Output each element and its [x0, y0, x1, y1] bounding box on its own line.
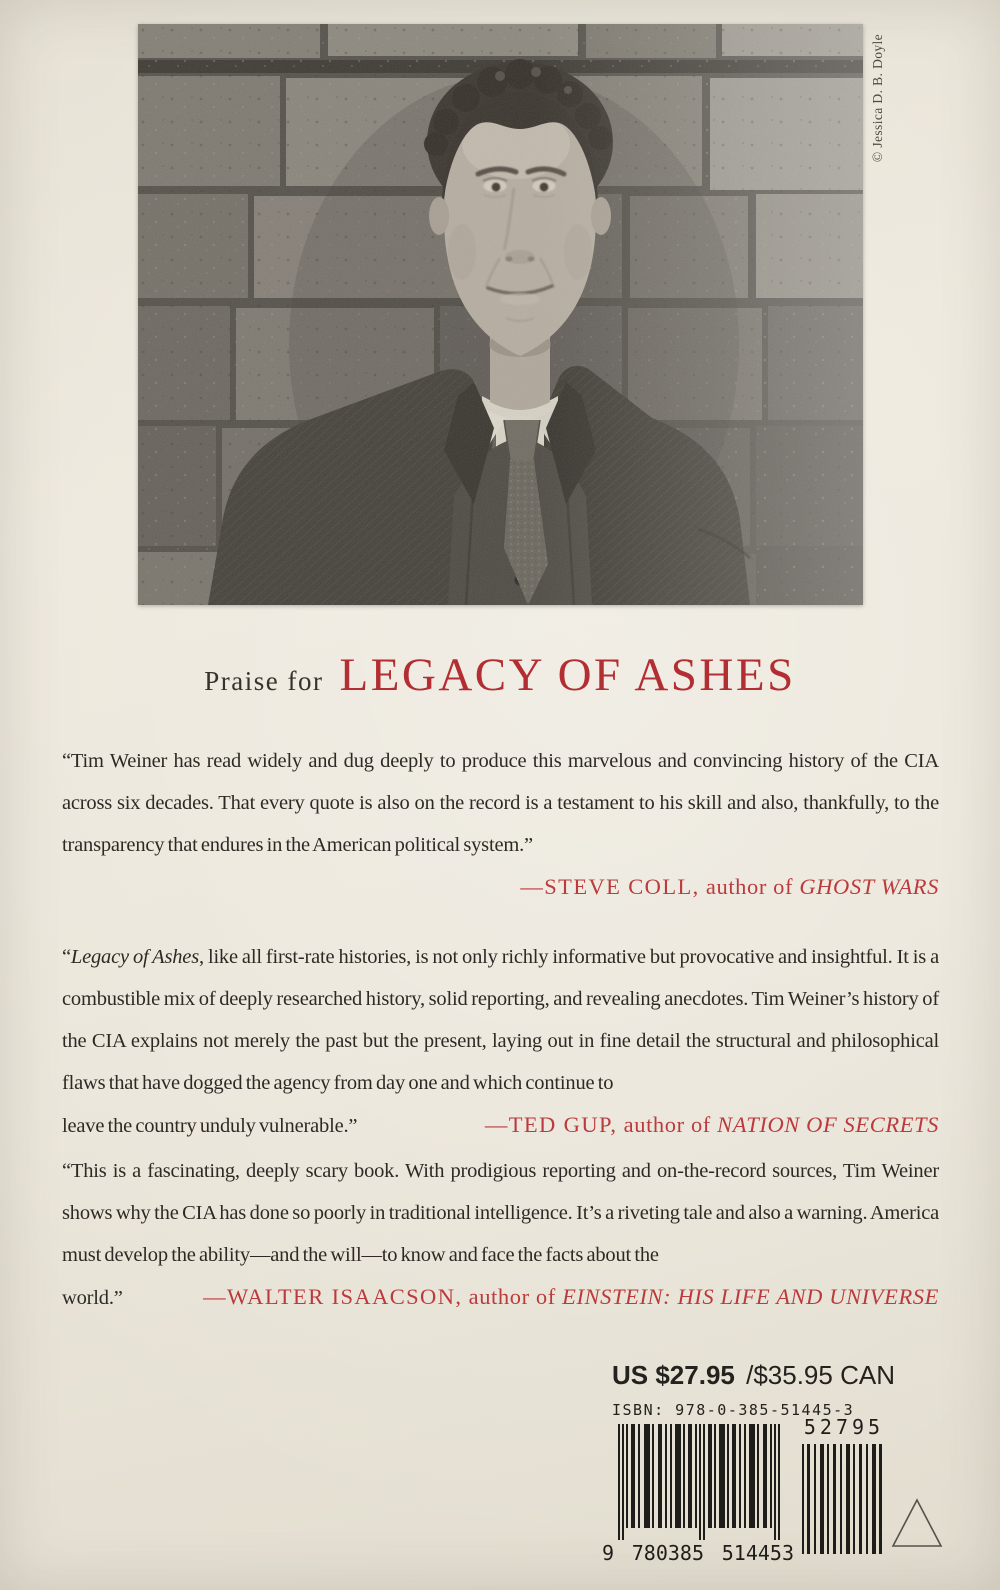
author-portrait-illustration	[138, 24, 863, 605]
barcode-digits	[602, 1541, 794, 1565]
barcode-addon	[802, 1444, 886, 1554]
quote-walter-isaacson	[62, 1150, 939, 1319]
barcode-addon-number: 52795	[803, 1415, 885, 1439]
quote-text: “Tim Weiner has read widely and dug deeply to produce this marvelous and convincing history of the CIA across six decades. That every quote is also on the record is a testament to his skill and also, thankfully, to the transparency that endures in the American political system.”	[62, 750, 939, 856]
price-us: US $27.95	[612, 1360, 735, 1390]
quote-text: “This is a fascinating, deeply scary book. With prodigious reporting and on-the-record sources, Tim Weiner shows why the CIA has done so poorly in traditional intelligence. It’s a riveting tale and also a warning. America must develop the ability—and the will—to know and face the facts about the	[62, 1160, 939, 1266]
barcode-group-2: 514453	[721, 1541, 794, 1565]
quote-ted-gup	[62, 936, 939, 1147]
quote-attribution: —TED GUP, author of NATION OF SECRETS	[484, 1112, 939, 1137]
barcode-main	[618, 1424, 784, 1540]
publisher-triangle-logo-icon	[890, 1497, 944, 1549]
quote-tail: world.”	[62, 1287, 123, 1309]
barcode-group-1: 780385	[631, 1541, 705, 1565]
quote-attribution: —WALTER ISAACSON, author of EINSTEIN: HIS LIFE AND UNIVERSE	[203, 1284, 939, 1309]
photo-grain	[138, 24, 863, 605]
quote-tail: leave the country unduly vulnerable.”	[62, 1115, 358, 1137]
author-photo	[138, 24, 863, 605]
praise-heading	[62, 648, 938, 702]
quote-attribution: —STEVE COLL, author of GHOST WARS	[520, 874, 939, 899]
isbn-line: ISBN: 978-0-385-51445-3	[612, 1401, 855, 1419]
price-can: /$35.95 CAN	[746, 1360, 895, 1390]
barcode-digit-lead: 9	[602, 1541, 615, 1565]
book-title: LEGACY OF ASHES	[339, 649, 796, 701]
price-line	[612, 1360, 895, 1391]
photo-credit: © Jessica D. B. Doyle	[870, 33, 885, 163]
quote-steve-coll	[62, 740, 939, 908]
praise-prefix: Praise for	[204, 666, 324, 696]
quote-text: “Legacy of Ashes, like all first-rate histories, is not only richly informative but provocative and insightful. It is a combustible mix of deeply researched history, solid reporting, and revealing anecdotes. Tim Weiner’s history of the CIA explains not merely the past but the present, laying out in fine detail the structural and philosophical flaws that have dogged the agency from day one and which continue to	[62, 946, 939, 1094]
